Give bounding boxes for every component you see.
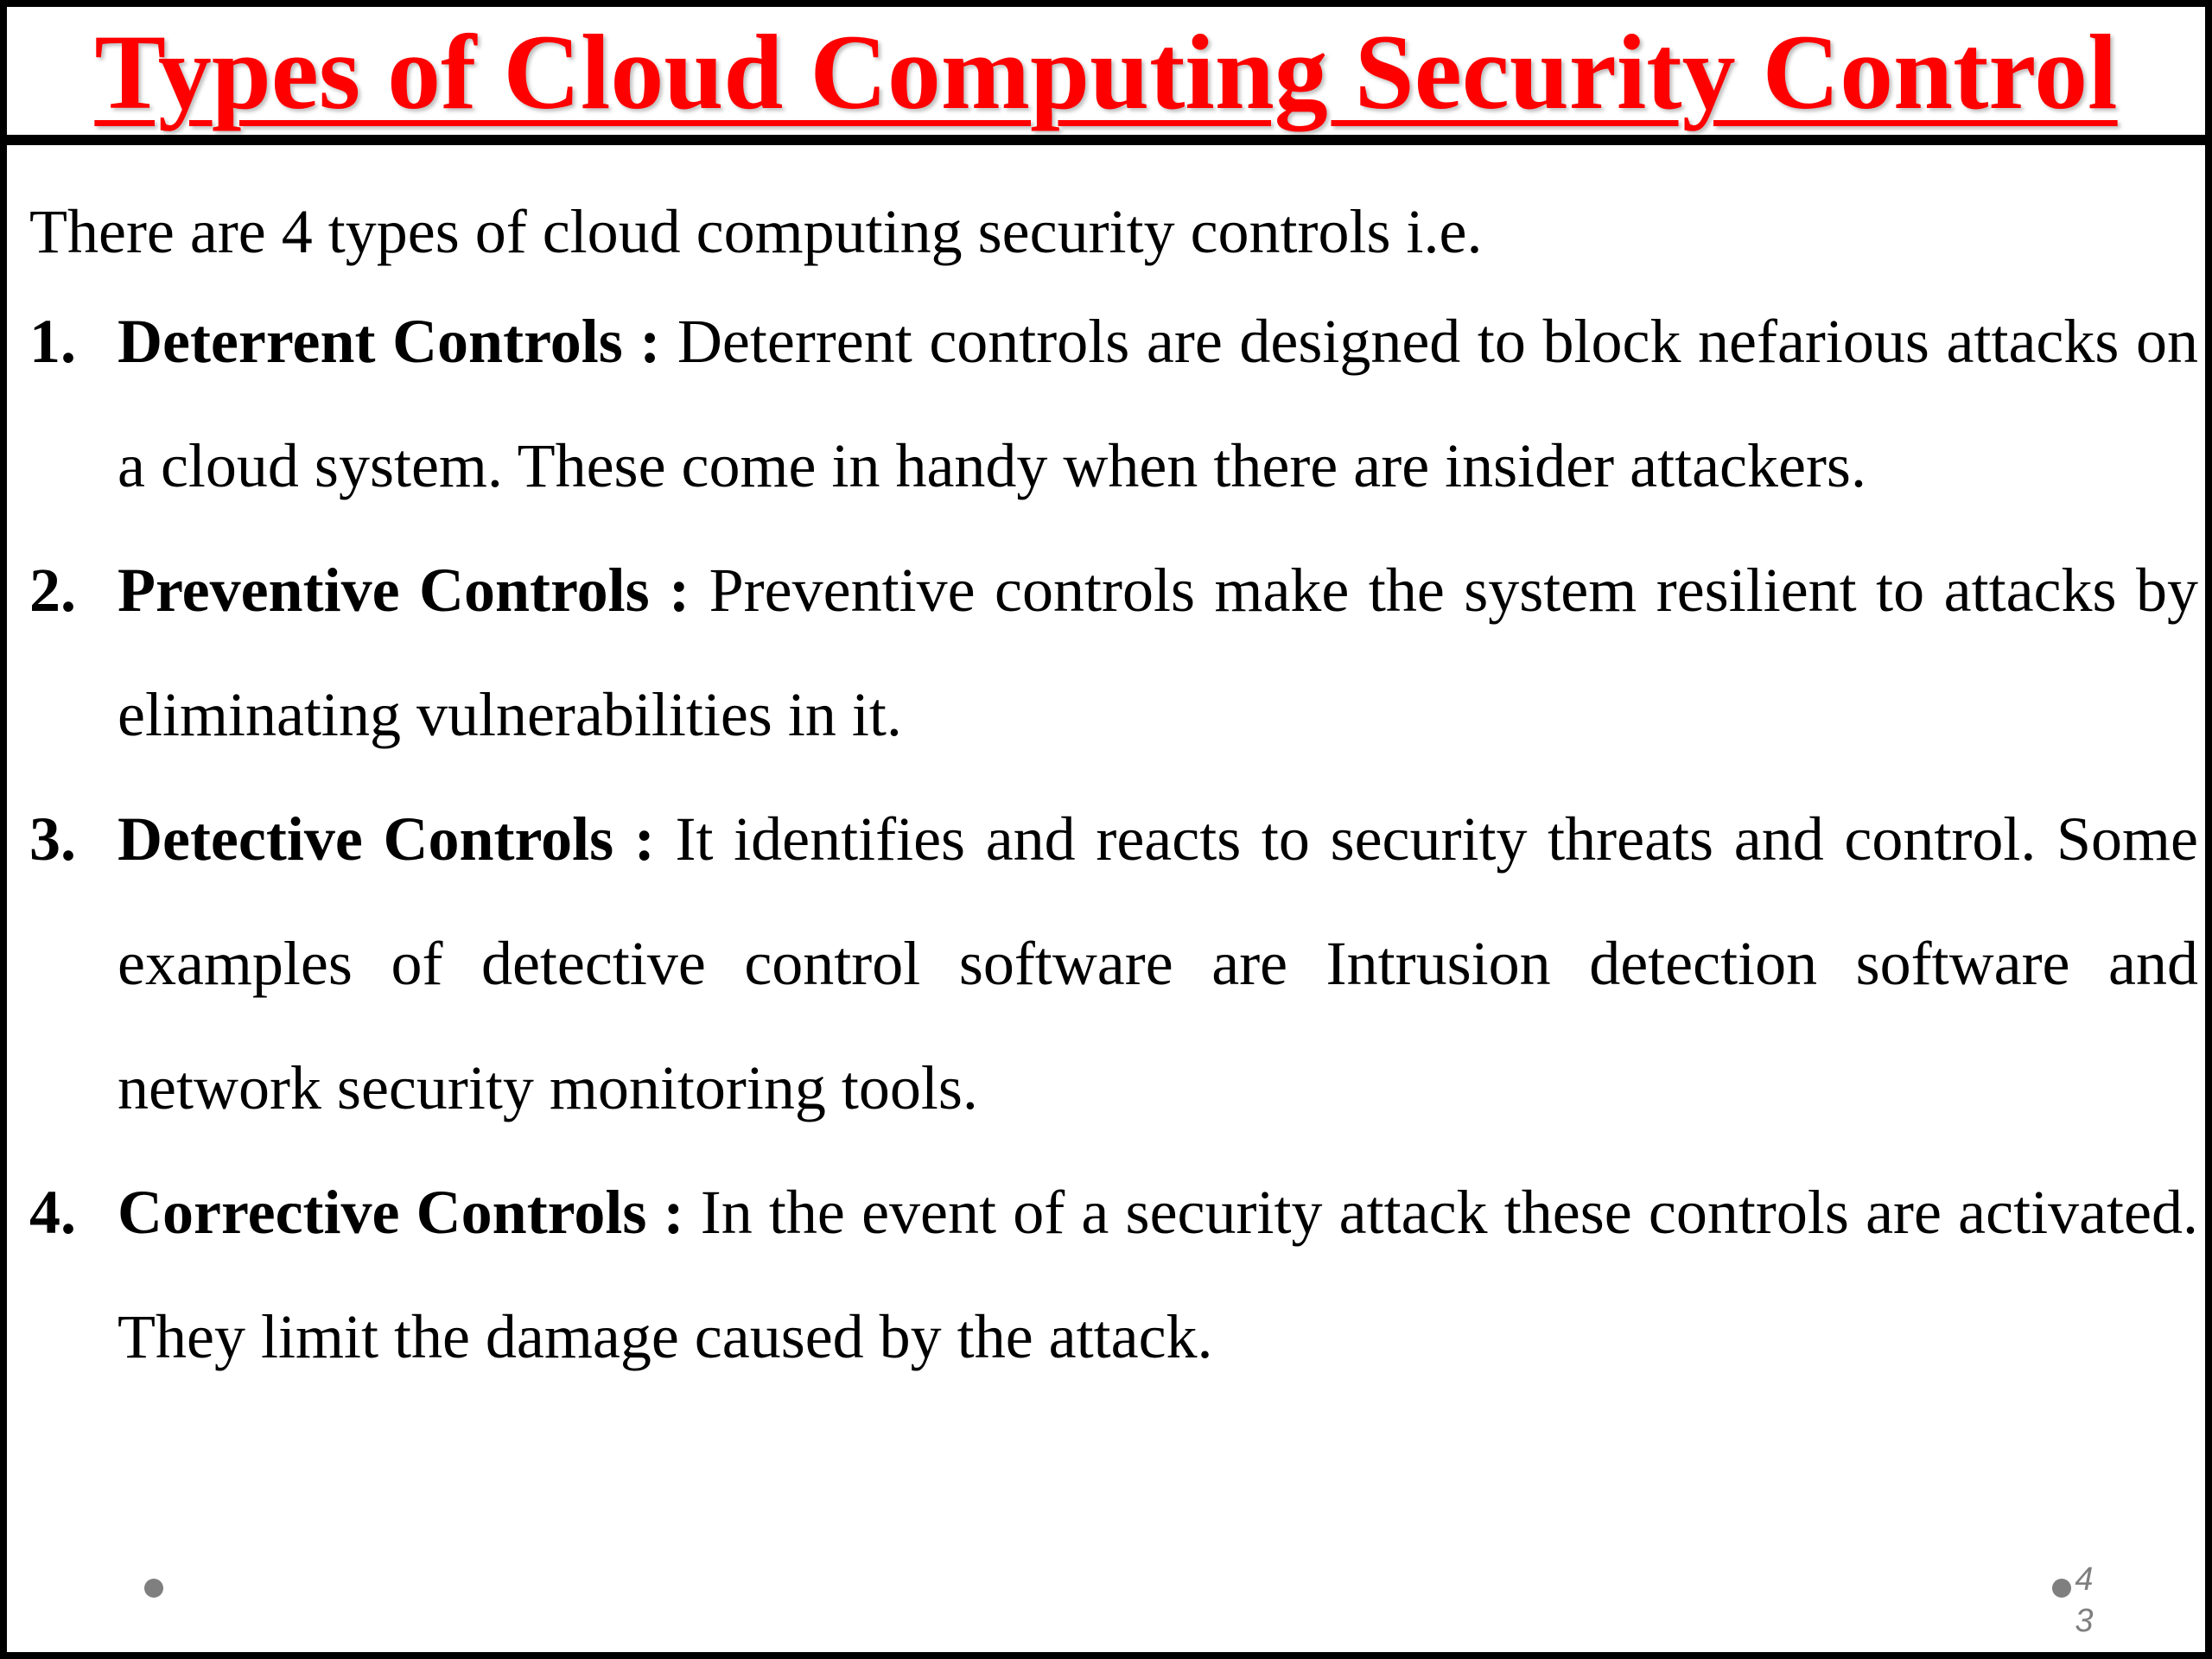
list-item-number: 2. [29, 556, 76, 625]
list-item-number: 4. [29, 1178, 76, 1247]
list-item-preventive [29, 528, 2198, 777]
list-item-text: In the event of a security attack these controls are activated. They limit the damage caused by the attack. [118, 1178, 2198, 1371]
list-item-text: Deterrent controls are designed to block nefarious attacks on a cloud system. These come in handy when there are insider attackers. [118, 307, 2198, 500]
controls-list [29, 279, 2198, 1399]
footer-dot-left [144, 1579, 163, 1598]
title-bar [7, 7, 2205, 145]
list-item-term: Deterrent Controls : [118, 307, 661, 376]
list-item-corrective [29, 1150, 2198, 1399]
list-item-deterrent [29, 279, 2198, 528]
page-number-bottom: 3 [2075, 1603, 2094, 1639]
page-number [2067, 1559, 2101, 1642]
list-item-term: Corrective Controls : [118, 1178, 684, 1247]
list-item-text: Preventive controls make the system resilient to attacks by eliminating vulnerabilities in it. [118, 556, 2198, 749]
page-number-top: 4 [2075, 1561, 2094, 1598]
list-item-text: It identifies and reacts to security threats and control. Some examples of detective control software are Intrusion detection software and network security monitoring tools. [118, 804, 2198, 1122]
list-item-term: Preventive Controls : [118, 556, 690, 625]
list-item-number: 3. [29, 804, 76, 874]
list-item-detective [29, 777, 2198, 1150]
list-item-term: Detective Controls : [118, 804, 655, 874]
slide-title: Types of Cloud Computing Security Control [94, 13, 2118, 131]
slide-content [29, 184, 2198, 1399]
list-item-number: 1. [29, 307, 76, 376]
intro-text: There are 4 types of cloud computing security controls i.e. [29, 197, 1483, 266]
